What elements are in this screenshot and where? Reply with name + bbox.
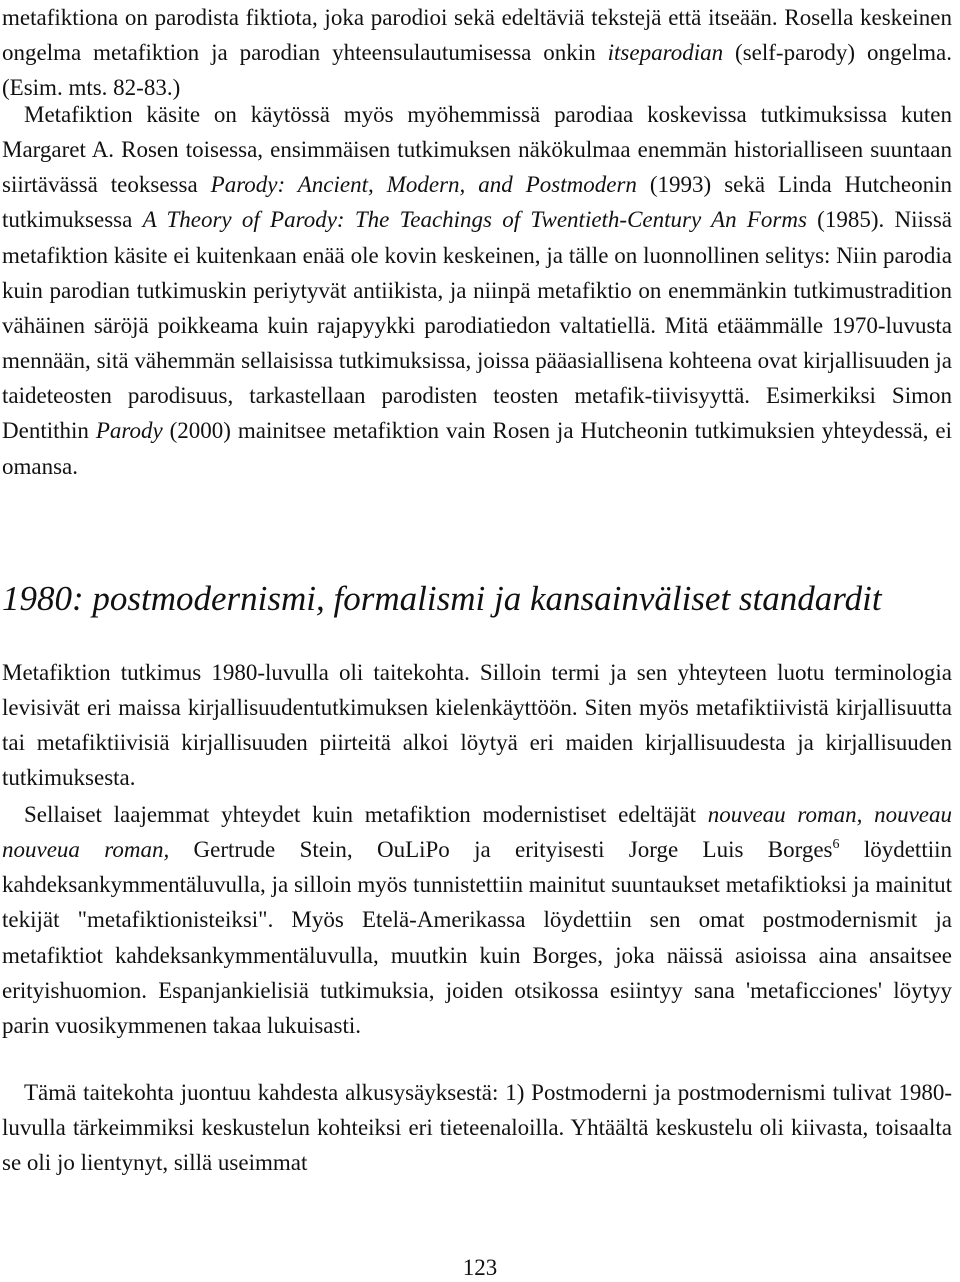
text-run: Metafiktion tutkimus 1980-luvulla oli taitekohta. Silloin termi ja sen yhteyteen luotu terminologia levisivät eri maissa kirjallisuudentutkimuksen kielenkäyttöön. Siten myös metafiktiivistä kirjallisuutta tai metafiktiivisiä kirjallisuuden piirteitä alkoi löytyä eri maiden kirjallisuudesta ja kirjallisuuden tutkimuksesta. xyxy=(2,660,952,791)
section-heading: 1980: postmodernismi, formalismi ja kansainväliset standardit xyxy=(2,579,882,618)
italic-term: nouveau roman, nouveau nouveua roman, xyxy=(2,802,952,863)
text-run: Gertrude Stein, OuLiPo ja erityisesti Jorge Luis Borges xyxy=(169,837,833,863)
text-run: metafiktiona on parodista fiktiota, joka parodioi sekä edeltäviä tekstejä että itseään. Rosella keskeinen ongelma metafiktion ja parodian yhteensulautumisessa onkin xyxy=(2,5,952,66)
text-run: Metafiktion käsite on käytössä myös myöhemmissä parodiaa koskevissa tutkimuksissa kuten Margaret A. Rosen toisessa, ensimmäisen tutkimuksen näkökulmaa enemmän historialliseen suuntaan siirtävässä teoksessa xyxy=(2,102,952,198)
text-run: (2000) mainitsee metafiktion vain Rosen ja Hutcheonin tutkimuksien yhteydessä, ei omansa. xyxy=(2,418,952,479)
paragraph-continued xyxy=(2,0,952,101)
text-run: Sellaiset laajemmat yhteydet kuin metafiktion modernistiset edeltäjät xyxy=(24,802,708,827)
book-title-hutcheon: A Theory of Parody: The Teachings of Twentieth-Century An Forms xyxy=(142,207,807,233)
page-number: 123 xyxy=(462,1255,498,1280)
book-title-dentith: Parody xyxy=(95,418,163,444)
paragraph-metafiction-concept xyxy=(2,97,952,517)
paragraph-origins xyxy=(2,1075,952,1180)
text-run: löydettiin kahdeksankymmentäluvulla, ja silloin myös tunnistettiin mainitut suuntaukset metafiktioksi ja mainitut tekijät "metafiktionisteiksi". Myös Etelä-Amerikassa löydettiin sen omat postmodernismit ja metafiktiot kahdeksankymmentäluvulla, muutkin kuin Borges, joka näissä asioissa aina ansaitsee erityishuomion. Espanjankielisiä tutkimuksia, joiden otsikossa esiintyy sana 'metaficciones' löytyy parin vuosikymmenen takaa lukuisasti. xyxy=(2,837,952,1038)
footnote-marker: 6 xyxy=(832,837,840,853)
italic-term: itseparodian xyxy=(607,40,724,66)
paragraph-turning-point xyxy=(2,655,952,795)
paragraph-broader-connections xyxy=(2,797,952,1077)
text-run: Tämä taitekohta juontuu kahdesta alkusysäyksestä: 1) Postmoderni ja postmodernismi tulivat 1980-luvulla tärkeimmiksi keskustelun kohteiksi eri tieteenaloilla. Yhtäältä keskustelu oli kiivasta, toisaalta se oli jo lientynyt, sillä useimmat xyxy=(2,1080,952,1176)
text-run: (self-parody) ongelma. (Esim. mts. 82-83.) xyxy=(2,40,952,101)
text-run: (1993) sekä Linda Hutcheonin tutkimuksessa xyxy=(2,172,952,233)
book-title-rose: Parody: Ancient, Modern, and Postmodern xyxy=(210,172,637,198)
text-run: (1985). Niissä metafiktion käsite ei kuitenkaan enää ole kovin keskeinen, ja tälle on luonnollinen selitys: Niin parodia kuin parodian tutkimuskin periytyvät antiikista, ja niinpä metafiktio on enemmänkin tutkimustradition vähäinen säröjä poikkeama kuin rajapyykki parodiatiedon valtatiellä. Mitä etäämmälle 1970-luvusta mennään, sitä vähemmän sellaisissa tutkimuksissa, joissa pääasiallisena kohteena ovat kirjallisuuden ja taideteosten parodisuus, tarkastellaan parodisten teosten metafik-tiivisyyttä. Esimerkiksi Simon Dentithin xyxy=(2,207,952,444)
